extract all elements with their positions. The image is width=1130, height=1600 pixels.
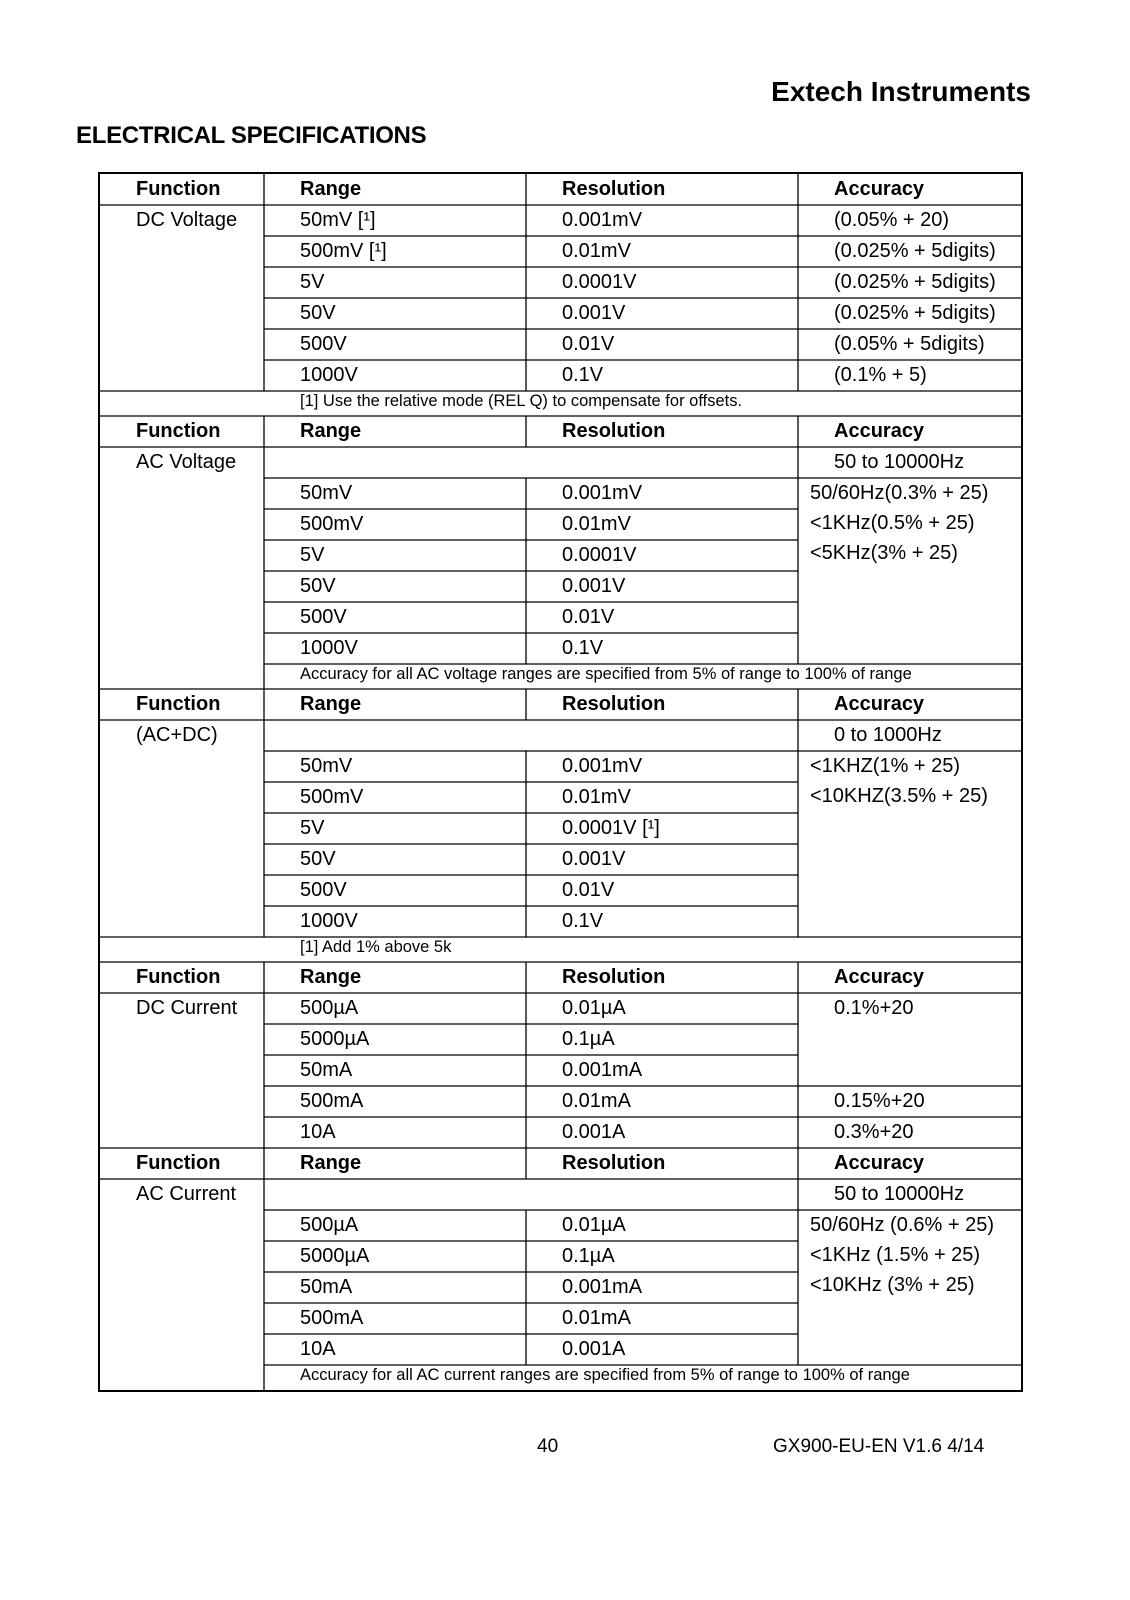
accuracy-line: <5KHz(3% + 25) [810, 541, 958, 564]
frequency-range: 50 to 10000Hz [834, 1182, 965, 1205]
resolution-cell: 0.001V [562, 847, 626, 870]
resolution-cell: 0.01mV [562, 512, 631, 535]
function-name: DC Voltage [136, 208, 238, 231]
header-resolution: Resolution [562, 1151, 666, 1174]
resolution-cell: 0.0001V [¹] [562, 816, 660, 839]
range-cell: 500µA [300, 996, 359, 1019]
accuracy-cell: 0.3%+20 [834, 1120, 914, 1143]
range-cell: 50mA [300, 1058, 353, 1081]
resolution-cell: 0.1µA [562, 1244, 615, 1267]
header-function: Function [136, 177, 221, 200]
footnote-text: [1] Use the relative mode (REL Q) to compensate for offsets. [300, 391, 743, 410]
resolution-cell: 0.1µA [562, 1027, 615, 1050]
function-name: DC Current [136, 996, 238, 1019]
header-resolution: Resolution [562, 965, 666, 988]
header-range: Range [300, 692, 362, 715]
resolution-cell: 0.01mV [562, 239, 631, 262]
header-function: Function [136, 692, 221, 715]
range-cell: 500mV [300, 785, 364, 808]
accuracy-line: <1KHz(0.5% + 25) [810, 511, 975, 534]
resolution-cell: 0.01mV [562, 785, 631, 808]
range-cell: 5000µA [300, 1027, 370, 1050]
resolution-cell: 0.01µA [562, 996, 626, 1019]
resolution-cell: 0.0001V [562, 270, 637, 293]
header-resolution: Resolution [562, 419, 666, 442]
range-cell: 500mV [¹] [300, 239, 387, 262]
resolution-cell: 0.1V [562, 909, 604, 932]
range-cell: 500mV [300, 512, 364, 535]
resolution-cell: 0.01mA [562, 1306, 631, 1329]
footnote-text: Accuracy for all AC current ranges are specified from 5% of range to 100% of range [300, 1365, 910, 1384]
range-cell: 50V [300, 574, 336, 597]
range-cell: 1000V [300, 909, 358, 932]
accuracy-line: <10KHz (3% + 25) [810, 1273, 975, 1296]
header-accuracy: Accuracy [834, 419, 925, 442]
resolution-cell: 0.1V [562, 363, 604, 386]
accuracy-cell: (0.1% + 5) [834, 363, 927, 386]
resolution-cell: 0.01µA [562, 1213, 626, 1236]
accuracy-line: <1KHz (1.5% + 25) [810, 1243, 981, 1266]
brand-title: Extech Instruments [771, 76, 1031, 107]
header-function: Function [136, 1151, 221, 1174]
accuracy-cell: (0.05% + 20) [834, 208, 950, 231]
page-heading: ELECTRICAL SPECIFICATIONS [76, 122, 427, 149]
page-number: 40 [537, 1436, 559, 1457]
frequency-range: 0 to 1000Hz [834, 723, 942, 746]
range-cell: 50mV [¹] [300, 208, 376, 231]
accuracy-cell: (0.025% + 5digits) [834, 270, 996, 293]
header-range: Range [300, 965, 362, 988]
range-cell: 50mA [300, 1275, 353, 1298]
header-range: Range [300, 1151, 362, 1174]
resolution-cell: 0.1V [562, 636, 604, 659]
resolution-cell: 0.001mV [562, 208, 643, 231]
function-name: (AC+DC) [136, 723, 218, 746]
document-id: GX900-EU-EN V1.6 4/14 [773, 1436, 985, 1457]
accuracy-cell: (0.025% + 5digits) [834, 239, 996, 262]
range-cell: 5V [300, 543, 325, 566]
resolution-cell: 0.001A [562, 1120, 626, 1143]
range-cell: 10A [300, 1337, 336, 1360]
range-cell: 500V [300, 605, 347, 628]
header-function: Function [136, 965, 221, 988]
resolution-cell: 0.001V [562, 574, 626, 597]
range-cell: 50mV [300, 754, 353, 777]
accuracy-line: <1KHZ(1% + 25) [810, 754, 961, 777]
footnote-text: Accuracy for all AC voltage ranges are specified from 5% of range to 100% of range [300, 664, 912, 683]
accuracy-cell: 0.15%+20 [834, 1089, 925, 1112]
range-cell: 1000V [300, 363, 358, 386]
range-cell: 500mA [300, 1306, 364, 1329]
accuracy-cell: 0.1%+20 [834, 996, 914, 1019]
header-accuracy: Accuracy [834, 965, 925, 988]
range-cell: 500V [300, 878, 347, 901]
resolution-cell: 0.0001V [562, 543, 637, 566]
range-cell: 500µA [300, 1213, 359, 1236]
resolution-cell: 0.001mA [562, 1058, 643, 1081]
resolution-cell: 0.01V [562, 878, 615, 901]
footnote-text: [1] Add 1% above 5k [300, 937, 452, 956]
specifications-table [98, 172, 1023, 1392]
table-grid-lines [100, 174, 1021, 1390]
resolution-cell: 0.001mV [562, 754, 643, 777]
accuracy-cell: (0.025% + 5digits) [834, 301, 996, 324]
header-accuracy: Accuracy [834, 177, 925, 200]
resolution-cell: 0.001mA [562, 1275, 643, 1298]
range-cell: 50mV [300, 481, 353, 504]
header-function: Function [136, 419, 221, 442]
header-resolution: Resolution [562, 177, 666, 200]
resolution-cell: 0.01V [562, 605, 615, 628]
accuracy-line: 50/60Hz(0.3% + 25) [810, 481, 989, 504]
header-accuracy: Accuracy [834, 692, 925, 715]
resolution-cell: 0.001V [562, 301, 626, 324]
resolution-cell: 0.001mV [562, 481, 643, 504]
range-cell: 500V [300, 332, 347, 355]
range-cell: 50V [300, 301, 336, 324]
range-cell: 5V [300, 816, 325, 839]
header-accuracy: Accuracy [834, 1151, 925, 1174]
range-cell: 10A [300, 1120, 336, 1143]
range-cell: 50V [300, 847, 336, 870]
range-cell: 5000µA [300, 1244, 370, 1267]
resolution-cell: 0.001A [562, 1337, 626, 1360]
function-name: AC Voltage [136, 450, 237, 473]
range-cell: 1000V [300, 636, 358, 659]
accuracy-line: 50/60Hz (0.6% + 25) [810, 1213, 994, 1236]
resolution-cell: 0.01V [562, 332, 615, 355]
header-resolution: Resolution [562, 692, 666, 715]
range-cell: 500mA [300, 1089, 364, 1112]
accuracy-cell: (0.05% + 5digits) [834, 332, 985, 355]
header-range: Range [300, 419, 362, 442]
resolution-cell: 0.01mA [562, 1089, 631, 1112]
header-range: Range [300, 177, 362, 200]
range-cell: 5V [300, 270, 325, 293]
frequency-range: 50 to 10000Hz [834, 450, 965, 473]
accuracy-line: <10KHZ(3.5% + 25) [810, 784, 988, 807]
function-name: AC Current [136, 1182, 237, 1205]
